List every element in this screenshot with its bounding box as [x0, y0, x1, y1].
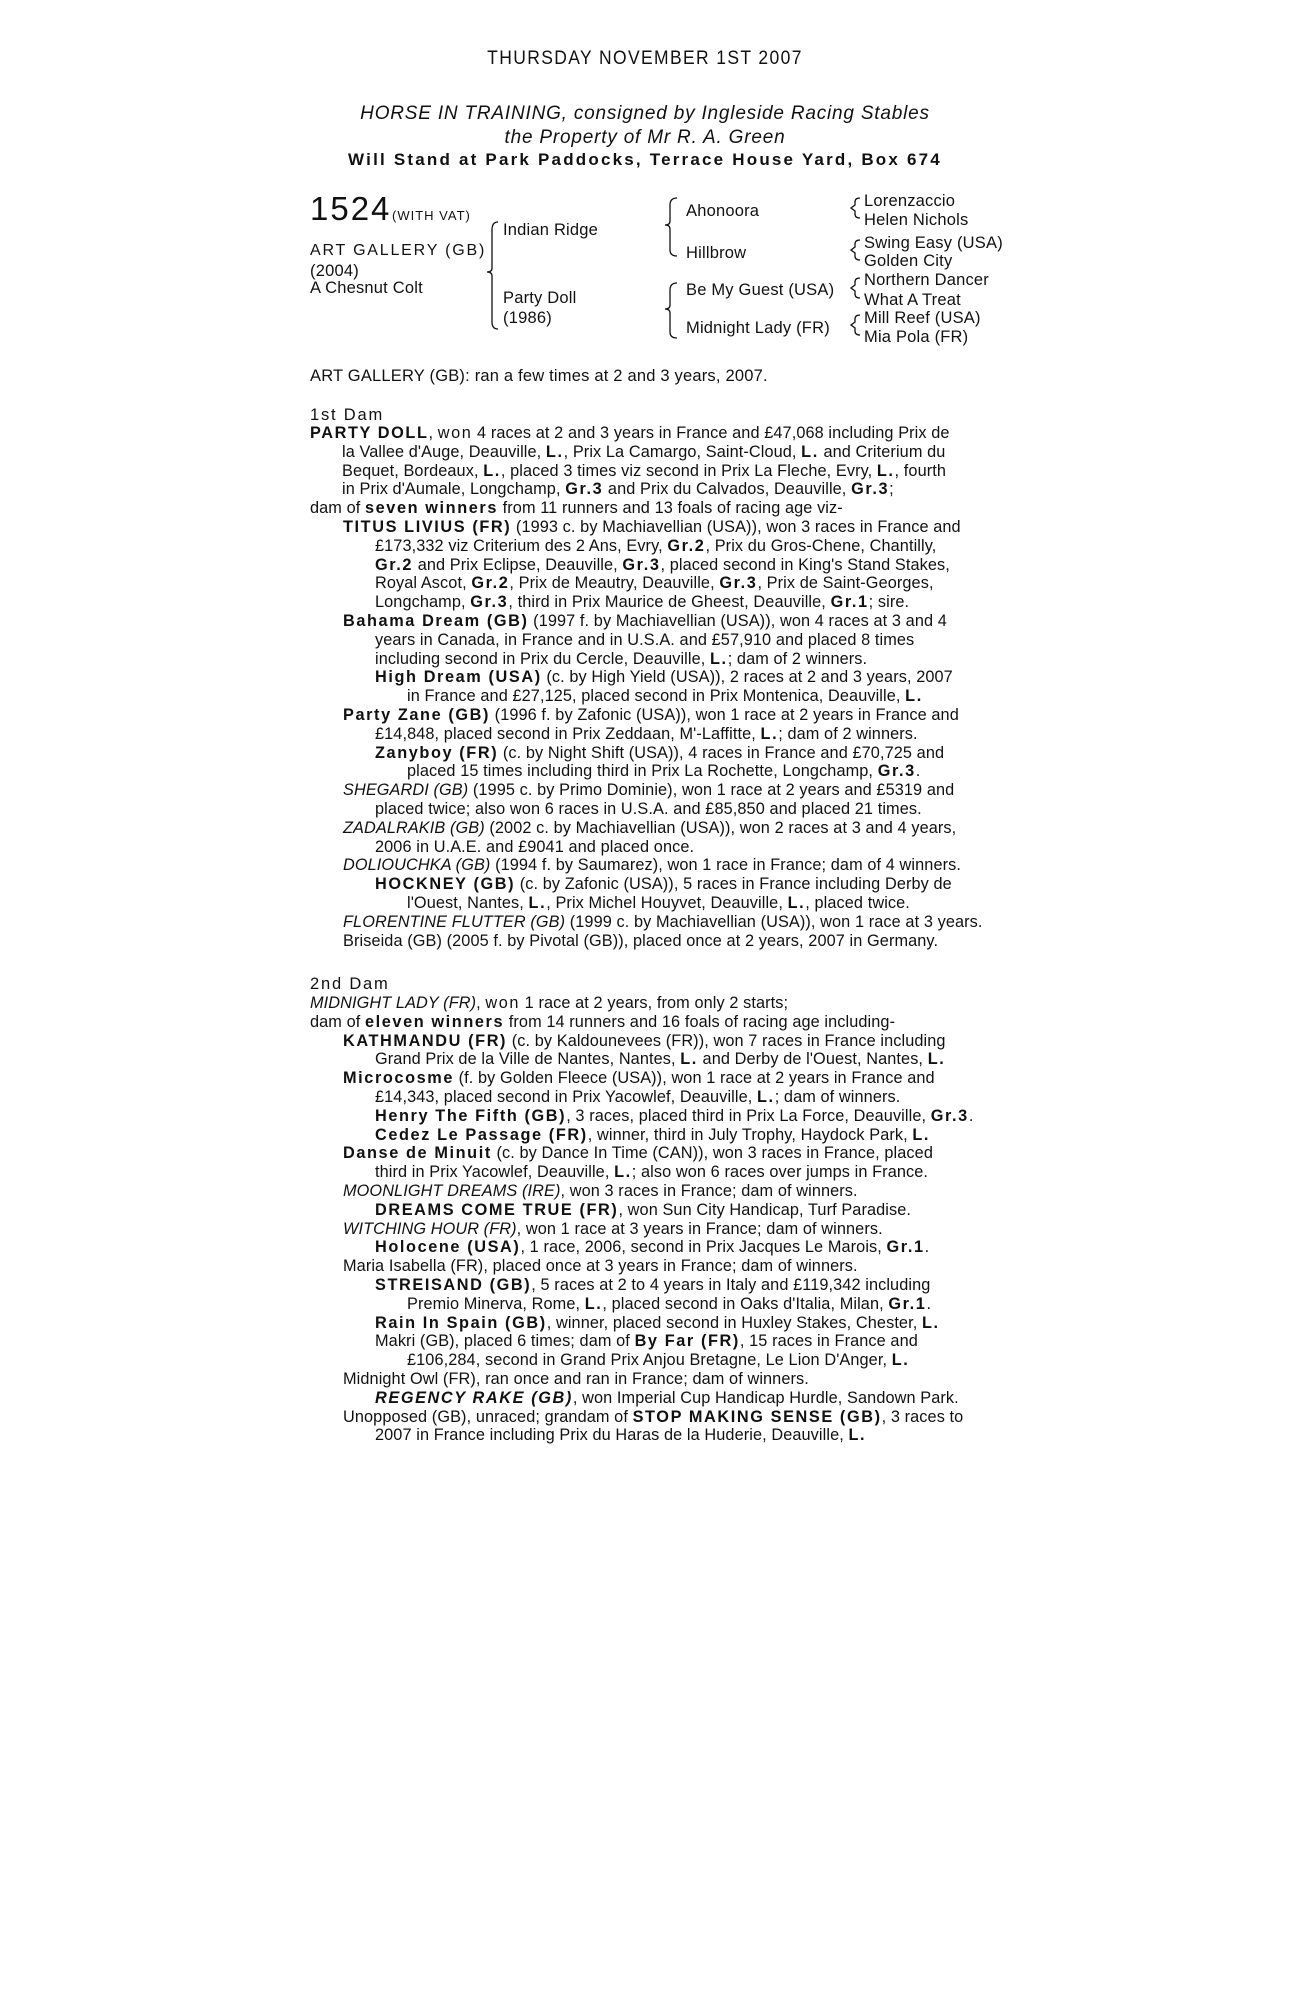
line-text: (c. by Night Shift (USA)), 4 races in France and £70,725 and — [498, 743, 945, 762]
line-text: (c. by Dance In Time (CAN)), won 3 races in France, placed — [491, 1144, 933, 1163]
line-text: , 3 races to — [881, 1407, 964, 1426]
line-text: , 1 race, 2006, second in Prix Jacques Le Marois, — [520, 1238, 887, 1257]
line-text: ; also won 6 races over jumps in France. — [631, 1163, 929, 1182]
line-text: (1993 c. by Machiavellian (USA)), won 3 races in France and — [511, 517, 961, 536]
line-text: , placed second in King's Stand Stakes, — [660, 555, 950, 574]
text-line — [310, 574, 983, 593]
emphasis-text: REGENCY RAKE (GB) — [375, 1388, 573, 1407]
line-text: won — [485, 994, 521, 1012]
emphasis-text: Gr.3 — [877, 762, 916, 781]
text-line — [310, 1013, 973, 1032]
line-text: Briseida (GB) (2005 f. by Pivotal (GB)), placed once at 2 years, 2007 in Germany. — [343, 931, 939, 950]
emphasis-text: Cedez Le Passage (FR) — [375, 1125, 588, 1144]
text-line — [310, 556, 983, 575]
bracket-g-2 — [851, 240, 860, 260]
pedigree-g6: What A Treat — [864, 291, 961, 309]
line-text: £106,284, second in Grand Prix Anjou Bretagne, Le Lion D'Anger, — [407, 1351, 892, 1370]
italic-text: MOONLIGHT DREAMS (IRE) — [343, 1181, 561, 1200]
text-line — [310, 424, 983, 443]
text-line — [310, 856, 983, 875]
text-line — [310, 894, 983, 913]
line-text: , placed 3 times viz second in Prix La Fleche, Evry, — [500, 461, 877, 480]
text-line — [310, 838, 983, 857]
line-text: Makri (GB), placed 6 times; dam of — [375, 1332, 635, 1351]
bracket-horse — [487, 222, 498, 329]
line-text: ; dam of 2 winners. — [727, 649, 868, 668]
line-text: and Prix Eclipse, Deauville, — [413, 555, 623, 574]
pedigree-g2: Helen Nichols — [864, 211, 969, 229]
line-text: and Derby de l'Ouest, Nantes, — [697, 1050, 928, 1069]
emphasis-text: Gr.1 — [886, 1238, 925, 1257]
emphasis-text: STOP MAKING SENSE (GB) — [632, 1407, 882, 1426]
line-text: placed 15 times including third in Prix La Rochette, Longchamp, — [407, 762, 878, 781]
text-line — [310, 1257, 973, 1276]
emphasis-text: DREAMS COME TRUE (FR) — [375, 1200, 619, 1219]
text-line — [310, 687, 983, 706]
bracket-sire — [665, 198, 677, 256]
text-line — [310, 1351, 973, 1370]
foaling-year: (2004) — [310, 262, 359, 280]
line-text: won — [437, 424, 473, 442]
consignment-line: HORSE IN TRAINING, consigned by Ingleside Racing Stables — [360, 103, 930, 124]
line-text: , Prix de Meautry, Deauville, — [509, 574, 720, 593]
line-text: Grand Prix de la Ville de Nantes, Nantes, — [375, 1050, 681, 1069]
text-line — [310, 1182, 973, 1201]
line-text: , third in Prix Maurice de Gheest, Deauville, — [508, 593, 831, 612]
line-text: and Criterium du — [818, 442, 946, 461]
line-text: (1999 c. by Machiavellian (USA)), won 1 race at 3 years. — [565, 912, 983, 931]
emphasis-text: L. — [680, 1050, 698, 1069]
line-text: (c. by Kaldounevees (FR)), won 7 races in France including — [507, 1031, 946, 1050]
text-line — [310, 1238, 973, 1257]
line-text: , fourth — [894, 461, 947, 480]
pedigree-g1: Lorenzaccio — [864, 192, 956, 210]
text-line — [310, 537, 983, 556]
text-line — [310, 994, 973, 1013]
emphasis-text: TITUS LIVIUS (FR) — [343, 517, 512, 536]
emphasis-text: Rain In Spain (GB) — [375, 1313, 547, 1332]
bracket-g-3 — [851, 278, 860, 298]
emphasis-text: L. — [757, 1087, 775, 1106]
text-line — [310, 932, 983, 951]
text-line — [310, 1163, 973, 1182]
line-text: , won Sun City Handicap, Turf Paradise. — [618, 1200, 912, 1219]
line-text: , winner, placed second in Huxley Stakes, Chester, — [546, 1313, 922, 1332]
emphasis-text: Gr.3 — [719, 574, 758, 593]
emphasis-text: L. — [710, 649, 728, 668]
line-text: ; sire. — [868, 593, 910, 612]
line-text: Bequet, Bordeaux, — [342, 461, 484, 480]
line-text: . — [926, 1294, 932, 1313]
line-text: ; — [889, 480, 894, 499]
emphasis-text: HOCKNEY (GB) — [375, 875, 516, 894]
line-text: ; dam of winners. — [774, 1087, 901, 1106]
line-text: Unopposed (GB), unraced; grandam of — [343, 1407, 633, 1426]
first-dam-heading: 1st Dam — [310, 406, 385, 424]
pedigree-brackets — [0, 0, 1290, 360]
line-text: £14,343, placed second in Prix Yacowlef, Deauville, — [375, 1087, 758, 1106]
emphasis-text: L. — [760, 724, 779, 743]
text-line — [310, 762, 983, 781]
emphasis-text: L. — [927, 1050, 946, 1069]
emphasis-text: Gr.2 — [471, 574, 510, 593]
italic-text: DOLIOUCHKA (GB) — [343, 856, 491, 875]
emphasis-text: L. — [921, 1313, 940, 1332]
line-text: Longchamp, — [375, 593, 471, 612]
emphasis-text: Henry The Fifth (GB) — [375, 1106, 567, 1125]
line-text: , winner, third in July Trophy, Haydock Park, — [587, 1125, 913, 1144]
text-line — [310, 1332, 973, 1351]
italic-text: SHEGARDI (GB) — [343, 781, 469, 800]
text-line — [310, 668, 983, 687]
second-dam-section — [310, 994, 973, 1445]
emphasis-text: Danse de Minuit — [343, 1144, 492, 1163]
emphasis-text: L. — [528, 893, 547, 912]
line-text: la Vallee d'Auge, Deauville, — [342, 442, 546, 461]
first-dam-section — [310, 424, 983, 950]
italic-text: WITCHING HOUR (FR) — [343, 1219, 517, 1238]
property-line: the Property of Mr R. A. Green — [504, 127, 786, 148]
text-line — [310, 800, 983, 819]
text-line — [310, 1201, 973, 1220]
line-text: including second in Prix du Cercle, Deauville, — [375, 649, 711, 668]
text-line — [310, 1032, 973, 1051]
text-line — [310, 650, 983, 669]
lot-number: 1524 — [310, 190, 392, 227]
line-text: (c. by Zafonic (USA)), 5 races in France including Derby de — [515, 875, 952, 894]
pedigree-dam-year: (1986) — [503, 309, 552, 327]
line-text: , 5 races at 2 to 4 years in Italy and £119,342 including — [531, 1275, 931, 1294]
race-summary: ART GALLERY (GB): ran a few times at 2 and 3 years, 2007. — [310, 367, 768, 385]
line-text: 2006 in U.A.E. and £9041 and placed once. — [375, 837, 695, 856]
line-text: l'Ouest, Nantes, — [407, 893, 529, 912]
text-line — [310, 706, 983, 725]
text-line — [310, 1126, 973, 1145]
line-text: , — [428, 424, 438, 442]
line-text: £14,848, placed second in Prix Zeddaan, M'-Laffitte, — [375, 724, 761, 743]
text-line — [310, 1370, 973, 1389]
pedigree-g7: Mill Reef (USA) — [864, 309, 981, 327]
bracket-g-1 — [851, 198, 860, 218]
italic-text: FLORENTINE FLUTTER (GB) — [343, 912, 566, 931]
line-text: Midnight Owl (FR), ran once and ran in France; dam of winners. — [343, 1369, 809, 1388]
line-text: (1996 f. by Zafonic (USA)), won 1 race at 2 years in France and — [490, 705, 959, 724]
text-line — [310, 1088, 973, 1107]
emphasis-text: L. — [912, 1125, 931, 1144]
pedigree-g5: Northern Dancer — [864, 271, 989, 289]
horse-description: A Chesnut Colt — [310, 279, 423, 297]
line-text: , Prix de Saint-Georges, — [757, 574, 934, 593]
text-line — [310, 1069, 973, 1088]
bracket-g-4 — [851, 315, 860, 335]
emphasis-text: L. — [483, 461, 501, 480]
emphasis-text: KATHMANDU (FR) — [343, 1031, 508, 1050]
line-text: 1 race at 2 years, from only 2 starts; — [520, 994, 789, 1012]
text-line — [310, 1295, 973, 1314]
line-text: £173,332 viz Criterium des 2 Ans, Evry, — [375, 536, 668, 555]
emphasis-text: L. — [787, 893, 806, 912]
text-line — [310, 1426, 973, 1445]
emphasis-text: Gr.3 — [622, 555, 661, 574]
line-text: , Prix du Gros-Chene, Chantilly, — [705, 536, 937, 555]
line-text: , won 3 races in France; dam of winners. — [560, 1181, 858, 1200]
text-line — [310, 781, 983, 800]
emphasis-text: eleven winners — [365, 1012, 505, 1031]
emphasis-text: Zanyboy (FR) — [375, 743, 499, 762]
pedigree-dam-dam: Midnight Lady (FR) — [686, 319, 830, 337]
pedigree-g3: Swing Easy (USA) — [864, 234, 1003, 252]
line-text: in Prix d'Aumale, Longchamp, — [342, 480, 566, 499]
emphasis-text: Gr.3 — [470, 593, 509, 612]
line-text: (f. by Golden Fleece (USA)), won 1 race at 2 years in France and — [454, 1069, 935, 1088]
emphasis-text: High Dream (USA) — [375, 668, 542, 687]
emphasis-text: L. — [876, 461, 895, 480]
italic-text: ZADALRAKIB (GB) — [343, 818, 485, 837]
emphasis-text: L. — [848, 1426, 867, 1445]
line-text: from 11 runners and 13 foals of racing age viz- — [498, 499, 843, 518]
line-text: . — [968, 1106, 974, 1125]
emphasis-text: STREISAND (GB) — [375, 1275, 532, 1294]
emphasis-text: Bahama Dream (GB) — [343, 611, 529, 630]
line-text: placed twice; also won 6 races in U.S.A. and £85,850 and placed 21 times. — [375, 799, 922, 818]
horse-name: ART GALLERY (GB) — [310, 242, 487, 259]
emphasis-text: PARTY DOLL — [310, 424, 429, 442]
text-line — [310, 462, 983, 481]
text-line — [310, 1220, 973, 1239]
text-line — [310, 744, 983, 763]
line-text: dam of — [310, 1012, 365, 1031]
line-text: . — [924, 1238, 930, 1257]
emphasis-text: L. — [891, 1351, 910, 1370]
pedigree-sire-sire: Ahonoora — [686, 202, 760, 220]
emphasis-text: L. — [905, 687, 923, 706]
emphasis-text: Microcosme — [343, 1069, 455, 1088]
line-text: 4 races at 2 and 3 years in France and £47,068 including Prix de — [472, 424, 950, 442]
line-text: , won 1 race at 3 years in France; dam of winners. — [516, 1219, 883, 1238]
emphasis-text: Gr.3 — [565, 480, 604, 499]
line-text: (1997 f. by Machiavellian (USA)), won 4 races at 3 and 4 — [528, 611, 947, 630]
pedigree-g4: Golden City — [864, 252, 953, 270]
line-text: (2002 c. by Machiavellian (USA)), won 2 races at 3 and 4 years, — [484, 818, 957, 837]
second-dam-heading: 2nd Dam — [310, 975, 390, 993]
emphasis-text: L. — [801, 442, 819, 461]
text-line — [310, 913, 983, 932]
line-text: third in Prix Yacowlef, Deauville, — [375, 1163, 615, 1182]
line-text: dam of — [310, 499, 365, 518]
text-line — [310, 443, 983, 462]
pedigree-sire-dam: Hillbrow — [686, 244, 747, 262]
emphasis-text: Gr.1 — [830, 593, 869, 612]
line-text: ; dam of 2 winners. — [778, 724, 918, 743]
text-line — [310, 1314, 973, 1333]
text-line — [310, 1050, 973, 1069]
emphasis-text: L. — [584, 1294, 603, 1313]
emphasis-text: Gr.2 — [375, 555, 414, 574]
bracket-dam — [665, 283, 677, 338]
pedigree-dam-sire: Be My Guest (USA) — [686, 281, 835, 299]
emphasis-text: By Far (FR) — [634, 1332, 740, 1351]
line-text: (1995 c. by Primo Dominie), won 1 race at 2 years and £5319 and — [468, 781, 955, 800]
pedigree-g8: Mia Pola (FR) — [864, 328, 969, 346]
text-line — [310, 612, 983, 631]
stand-location: Will Stand at Park Paddocks, Terrace House Yard, Box 674 — [348, 150, 942, 169]
line-text: Premio Minerva, Rome, — [407, 1294, 585, 1313]
line-text: , 15 races in France and — [739, 1332, 918, 1351]
text-line — [310, 819, 983, 838]
line-text: from 14 runners and 16 foals of racing age including- — [504, 1012, 896, 1031]
line-text: years in Canada, in France and in U.S.A. and £57,910 and placed 8 times — [375, 630, 915, 649]
emphasis-text: seven winners — [365, 499, 499, 518]
line-text: and Prix du Calvados, Deauville, — [603, 480, 852, 499]
text-line — [310, 518, 983, 537]
vat-label: (WITH VAT) — [392, 208, 471, 223]
text-line — [310, 631, 983, 650]
text-line — [310, 725, 983, 744]
line-text: , — [476, 994, 486, 1012]
emphasis-text: L. — [545, 442, 564, 461]
line-text: , Prix Michel Houyvet, Deauville, — [546, 893, 788, 912]
emphasis-text: Gr.3 — [851, 480, 890, 499]
line-text: , placed twice. — [805, 893, 910, 912]
line-text: 2007 in France including Prix du Haras de la Huderie, Deauville, — [375, 1426, 849, 1445]
text-line — [310, 499, 983, 518]
emphasis-text: L. — [614, 1163, 632, 1182]
pedigree-dam: Party Doll — [503, 289, 577, 307]
line-text: in France and £27,125, placed second in Prix Montenica, Deauville, — [407, 687, 906, 706]
italic-text: MIDNIGHT LADY (FR) — [310, 994, 477, 1012]
text-line — [310, 593, 983, 612]
emphasis-text: Gr.1 — [888, 1294, 927, 1313]
emphasis-text: Holocene (USA) — [375, 1238, 521, 1257]
line-text: (1994 f. by Saumarez), won 1 race in France; dam of 4 winners. — [490, 856, 961, 875]
line-text: , Prix La Camargo, Saint-Cloud, — [563, 442, 802, 461]
emphasis-text: Gr.3 — [930, 1106, 969, 1125]
text-line — [310, 1107, 973, 1126]
emphasis-text: Gr.2 — [667, 536, 706, 555]
text-line — [310, 1408, 973, 1427]
text-line — [310, 875, 983, 894]
text-line — [310, 1144, 973, 1163]
emphasis-text: Party Zane (GB) — [343, 705, 491, 724]
line-text: , 3 races, placed third in Prix La Force, Deauville, — [566, 1106, 931, 1125]
pedigree-sire: Indian Ridge — [503, 221, 599, 239]
line-text: Maria Isabella (FR), placed once at 3 years in France; dam of winners. — [343, 1257, 858, 1276]
line-text: Royal Ascot, — [375, 574, 472, 593]
line-text: , placed second in Oaks d'Italia, Milan, — [602, 1294, 889, 1313]
line-text: (c. by High Yield (USA)), 2 races at 2 and 3 years, 2007 — [541, 668, 953, 687]
text-line — [310, 1389, 973, 1408]
sale-date: THURSDAY NOVEMBER 1ST 2007 — [487, 48, 803, 69]
text-line — [310, 1276, 973, 1295]
text-line — [310, 480, 983, 499]
line-text: , won Imperial Cup Handicap Hurdle, Sandown Park. — [572, 1388, 959, 1407]
line-text: . — [915, 762, 921, 781]
